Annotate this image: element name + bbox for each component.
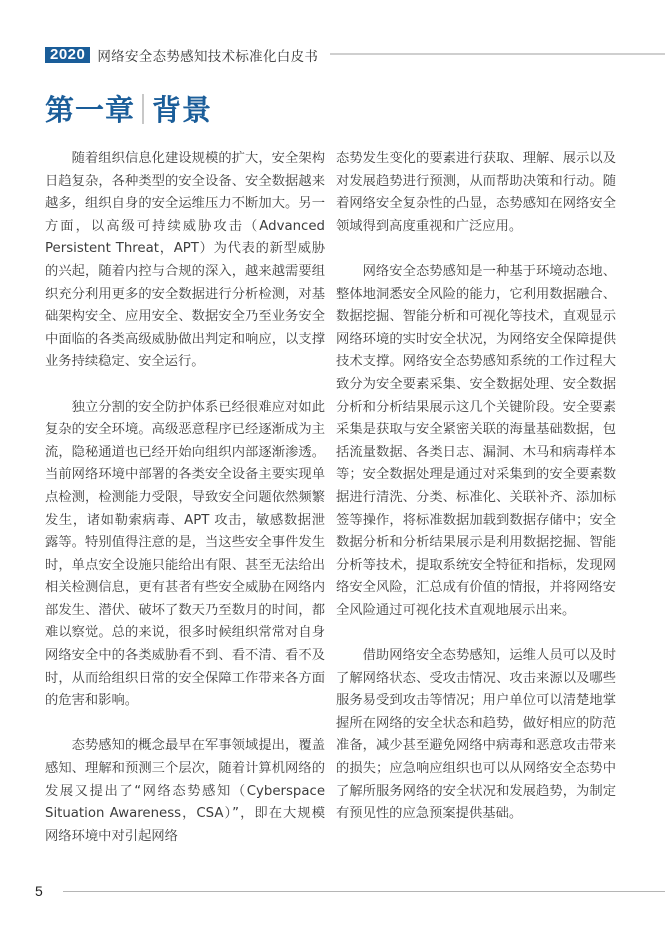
running-header (45, 45, 318, 65)
year-badge: 2020 (45, 47, 90, 63)
chapter-heading (45, 88, 212, 129)
chapter-number: 第一章 (45, 93, 136, 127)
right-column (336, 148, 616, 848)
chapter-title: 背景 (152, 93, 213, 127)
document-title: 网络安全态势感知技术标准化白皮书 (97, 49, 319, 65)
paragraph-continued: 态势发生变化的要素进行获取、理解、展示以及对发展趋势进行预测，从而帮助决策和行动。随着网络安全复杂性的凸显，态势感知在网络安全领域得到高度重视和广泛应用。 (336, 151, 616, 234)
paragraph: 随着组织信息化建设规模的扩大，安全架构日趋复杂，各种类型的安全设备、安全数据越来越多，组织自身的安全运维压力不断加大。另一方面，以高级可持续威胁攻击（Advanced Persistent Threat，APT）为代表的新型威胁的兴起，随着内控与合规的深入，越来越需要组织充分利用更多的安全数据进行分析检测，对基础架构安全、应用安全、数据安全乃至业务安全中面临的各类高级威胁做出判定和响应，以支撑业务持续稳定、安全运行。 (45, 151, 325, 370)
paragraph: 态势感知的概念最早在军事领域提出，覆盖感知、理解和预测三个层次，随着计算机网络的发展又提出了“网络态势感知（Cyberspace Situation Awareness，CSA）”，即在大规模网络环境中对引起网络 (45, 738, 325, 844)
header-rule (330, 53, 665, 55)
page-number: 5 (35, 883, 43, 899)
paragraph: 借助网络安全态势感知，运维人员可以及时了解网络状态、受攻击情况、攻击来源以及哪些服务易受到攻击等情况；用户单位可以清楚地掌握所在网络的安全状态和趋势，做好相应的防范准备，减少甚至避免网络中病毒和恶意攻击带来的损失；应急响应组织也可以从网络安全态势中了解所服务网络的安全状况和发展趋势，为制定有预见性的应急预案提供基础。 (336, 648, 616, 822)
footer-rule (63, 891, 665, 892)
left-column (45, 148, 325, 871)
paragraph: 网络安全态势感知是一种基于环境动态地、整体地洞悉安全风险的能力，它利用数据融合、数据挖掘、智能分析和可视化等技术，直观显示网络环境的实时安全状况，为网络安全保障提供技术支撑。网络安全态势感知系统的工作过程大致分为安全要素采集、安全数据处理、安全数据分析和分析结果展示这几个关键阶段。安全要素采集是获取与安全紧密关联的海量基础数据，包括流量数据、各类日志、漏洞、木马和病毒样本等；安全数据处理是通过对采集到的安全要素数据进行清洗、分类、标准化、关联补齐、添加标签等操作，将标准数据加载到数据存储中；安全数据分析和分析结果展示是利用数据挖掘、智能分析等技术，提取系统安全特征和指标，发现网络安全风险，汇总成有价值的情报，并将网络安全风险通过可视化技术直观地展示出来。 (336, 263, 616, 618)
paragraph: 独立分割的安全防护体系已经很难应对如此复杂的安全环境。高级恶意程序已经逐渐成为主流，隐秘通道也已经开始向组织内部逐渐渗透。当前网络环境中部署的各类安全设备主要实现单点检测，检测能力受限，导致安全问题依然频繁发生，诸如勒索病毒、APT 攻击，敏感数据泄露等。特别值得注意的是，当这些安全事件发生时，单点安全设施只能给出有限、甚至无法给出相关检测信息，更有甚者有些安全威胁在网络内部发生、潜伏、破坏了数天乃至数月的时间，都难以察觉。总的来说，很多时候组织常常对自身网络安全中的各类威胁看不到、看不清、看不及时，从而给组织日常的安全保障工作带来各方面的危害和影响。 (45, 399, 325, 709)
chapter-divider (142, 94, 144, 124)
